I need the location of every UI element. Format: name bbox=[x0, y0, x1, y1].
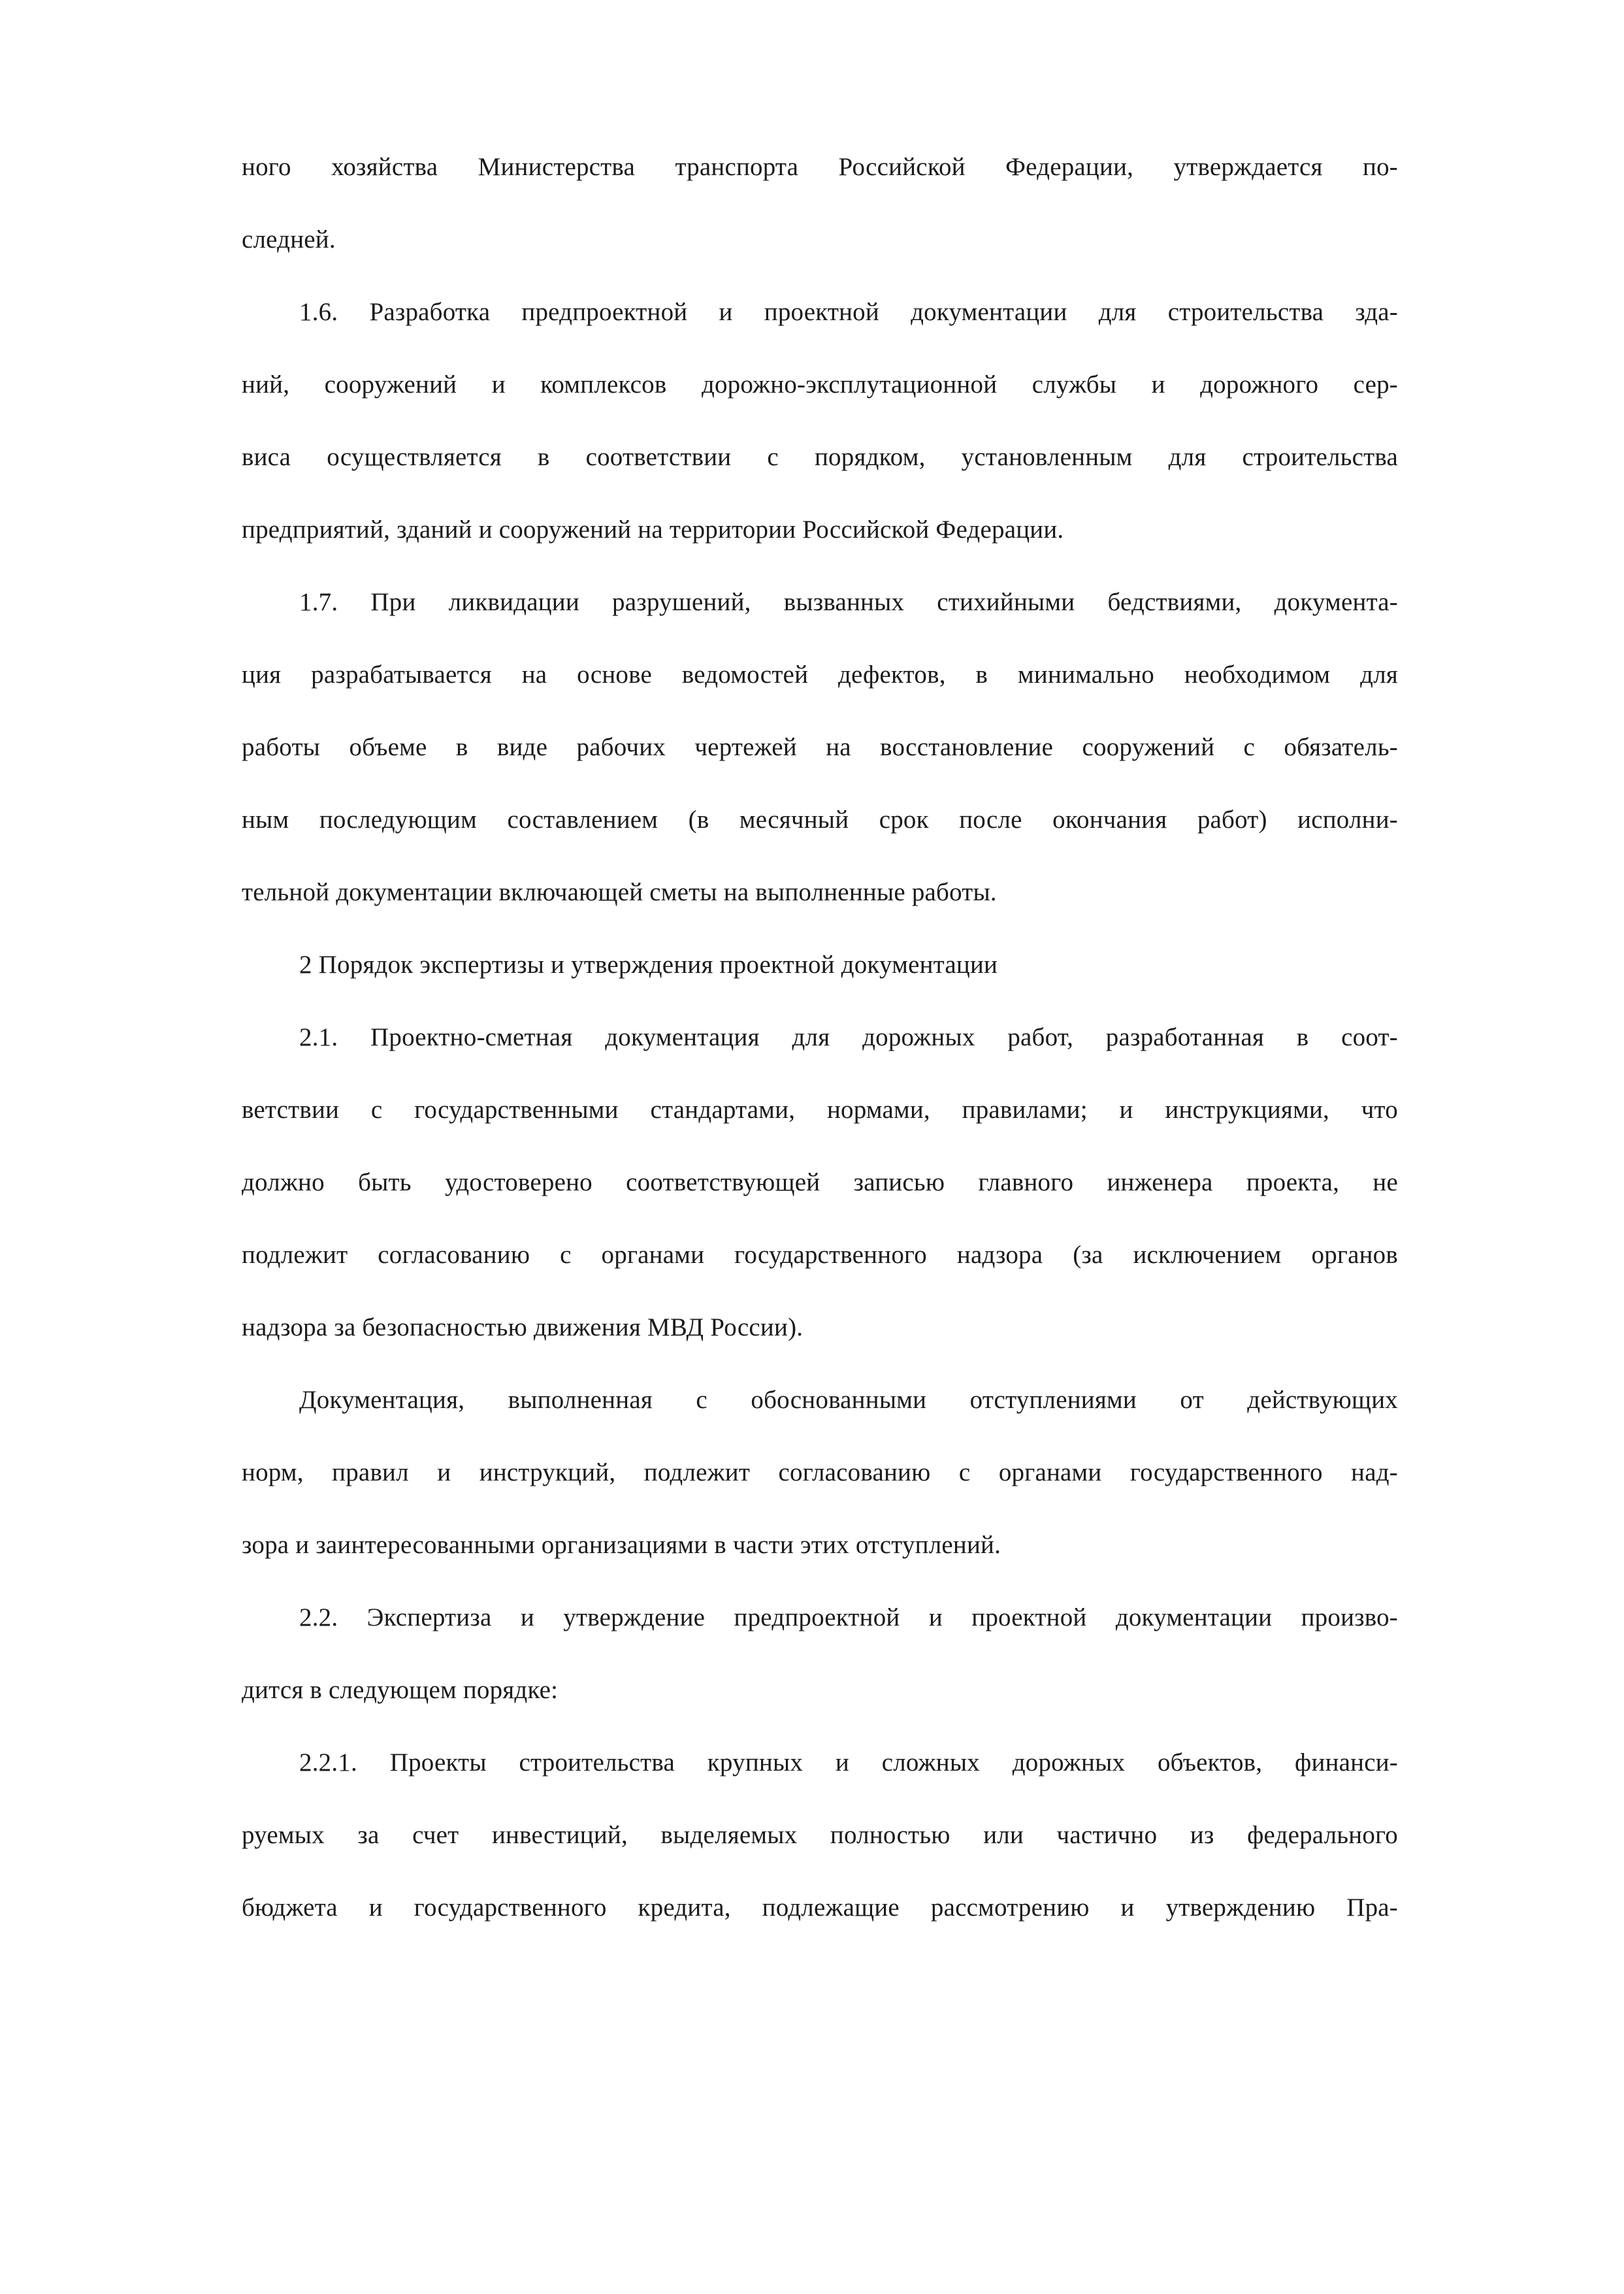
text-line: Документация, выполненная с обоснованными отступлениями от действующих bbox=[299, 1386, 1398, 1414]
paragraph bbox=[242, 131, 1398, 276]
section-heading bbox=[242, 928, 1398, 1001]
text-line: зора и заинтересованными организациями в части этих отступлений. bbox=[242, 1531, 1001, 1559]
paragraph bbox=[242, 566, 1398, 928]
text-line: дится в следующем порядке: bbox=[242, 1676, 559, 1704]
text-line: ний, сооружений и комплексов дорожно-эксплутационной службы и дорожного сер- bbox=[242, 370, 1398, 399]
text-line: 2.2.1. Проекты строительства крупных и сложных дорожных объектов, финанси- bbox=[299, 1748, 1398, 1777]
text-line: должно быть удостоверено соответствующей записью главного инженера проекта, не bbox=[242, 1168, 1398, 1196]
paragraph bbox=[242, 276, 1398, 566]
text-line: 2 Порядок экспертизы и утверждения проектной документации bbox=[299, 951, 998, 979]
document-body bbox=[242, 131, 1398, 1944]
paragraph bbox=[242, 1581, 1398, 1726]
text-line: ного хозяйства Министерства транспорта Российской Федерации, утверждается по- bbox=[242, 153, 1398, 181]
text-line: подлежит согласованию с органами государственного надзора (за исключением органов bbox=[242, 1241, 1398, 1269]
text-line: 2.2. Экспертиза и утверждение предпроектной и проектной документации произво- bbox=[299, 1603, 1398, 1631]
text-line: норм, правил и инструкций, подлежит согласованию с органами государственного над- bbox=[242, 1458, 1398, 1486]
paragraph bbox=[242, 1001, 1398, 1364]
text-line: следней. bbox=[242, 225, 336, 254]
text-line: 1.7. При ликвидации разрушений, вызванных стихийными бедствиями, документа- bbox=[299, 588, 1398, 616]
text-line: 1.6. Разработка предпроектной и проектной документации для строительства зда- bbox=[299, 298, 1398, 326]
text-line: тельной документации включающей сметы на выполненные работы. bbox=[242, 878, 997, 906]
text-line: бюджета и государственного кредита, подлежащие рассмотрению и утверждению Пра- bbox=[242, 1893, 1398, 1922]
text-line: руемых за счет инвестиций, выделяемых полностью или частично из федерального bbox=[242, 1821, 1398, 1849]
text-line: ветствии с государственными стандартами, нормами, правилами; и инструкциями, что bbox=[242, 1096, 1398, 1124]
text-line: работы объеме в виде рабочих чертежей на восстановление сооружений с обязатель- bbox=[242, 733, 1398, 761]
text-line: 2.1. Проектно-сметная документация для дорожных работ, разработанная в соот- bbox=[299, 1023, 1398, 1051]
text-line: предприятий, зданий и сооружений на территории Российской Федерации. bbox=[242, 516, 1064, 544]
text-line: ным последующим составлением (в месячный срок после окончания работ) исполни- bbox=[242, 806, 1398, 834]
paragraph bbox=[242, 1364, 1398, 1581]
text-line: виса осуществляется в соответствии с порядком, установленным для строительства bbox=[242, 443, 1398, 471]
paragraph bbox=[242, 1726, 1398, 1944]
text-line: надзора за безопасностью движения МВД России). bbox=[242, 1313, 804, 1341]
document-page bbox=[242, 131, 1398, 1944]
text-line: ция разрабатывается на основе ведомостей дефектов, в минимально необходимом для bbox=[242, 661, 1398, 689]
